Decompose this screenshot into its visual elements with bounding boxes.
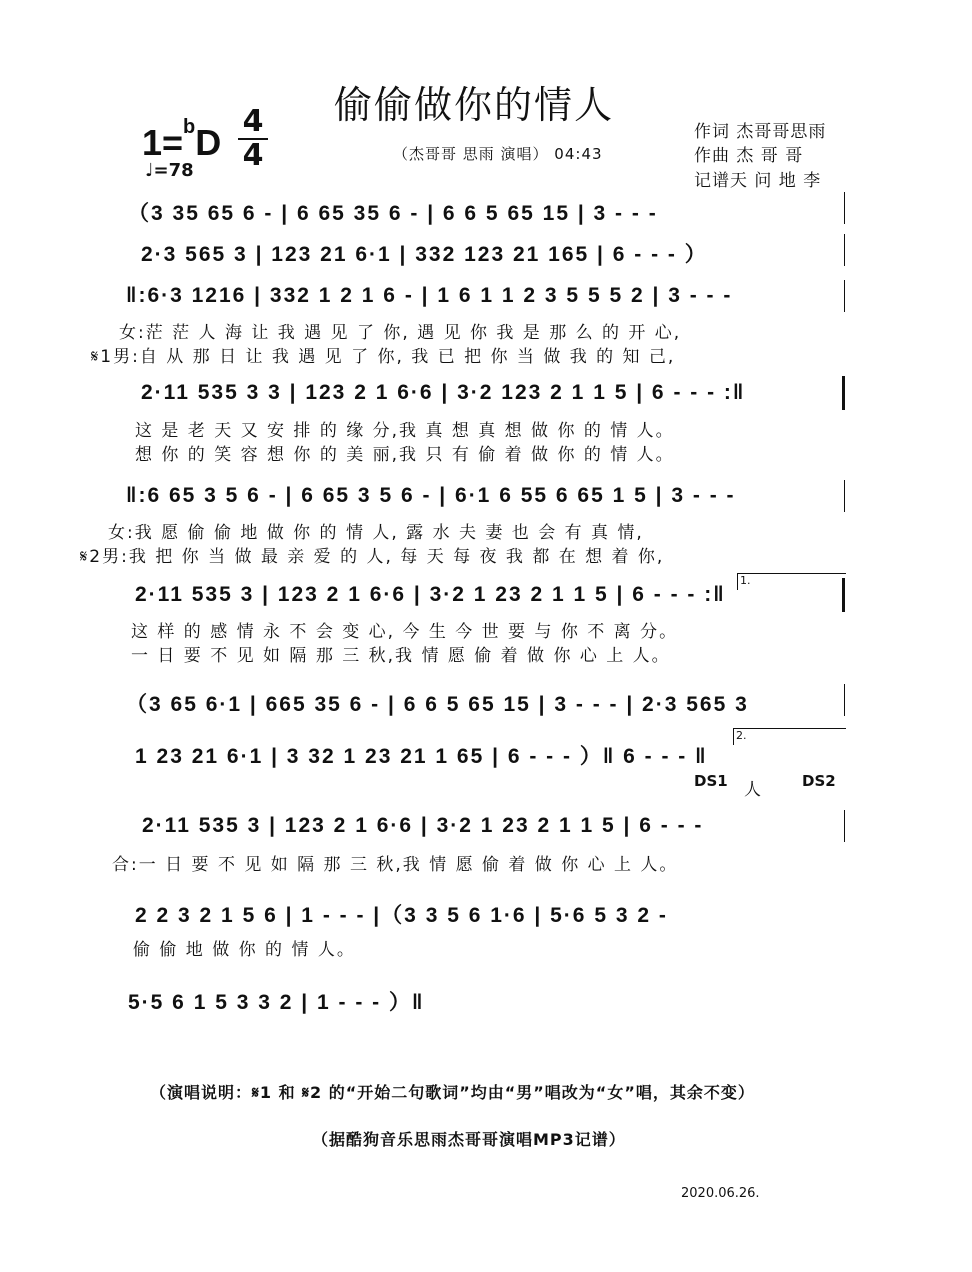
time-signature (238, 106, 268, 172)
performers-line: （杰哥哥 思雨 演唱） 04:43 (393, 145, 603, 163)
lyrics-line-10: 偷 偷 地 做 你 的 情 人。 (133, 940, 356, 960)
volta-1: 1. (737, 573, 846, 590)
key-signature (142, 116, 222, 164)
lyric-ren: 人 (744, 780, 763, 800)
score-line-6: 2·11 535 3 | 123 2 1 6·6 | 3·2 1 23 2 1 1 5 | 6 - - - :‖ (135, 583, 726, 606)
notation-credit: 记谱天 问 地 李 (694, 171, 822, 191)
score-line-2: 2·3 565 3 | 123 21 6·1 | 332 123 21 165 | 6 - - - ） (141, 243, 708, 266)
barline (844, 810, 845, 842)
performance-note: （演唱说明：𝄋1 和 𝄋2 的“开始二句歌词”均由“男”唱改为“女”唱，其余不变） (150, 1083, 755, 1102)
score-line-7: （3 65 6·1 | 665 35 6 - | 6 6 5 65 15 | 3 - - - | 2·3 565 3 (126, 693, 749, 716)
time-bottom: 4 (242, 138, 264, 173)
music-credit: 作曲 杰 哥 哥 (694, 146, 804, 166)
score-line-10: 2 2 3 2 1 5 6 | 1 - - - |（3 3 5 6 1·6 | 5·6 5 3 2 - (135, 904, 668, 927)
lyrics-line-6a: 这 样 的 感 情 永 不 会 变 心, 今 生 今 世 要 与 你 不 离 分。 (131, 622, 679, 642)
score-line-11: 5·5 6 1 5 3 3 2 | 1 - - - ）‖ (128, 991, 425, 1014)
repeat-end-bar (842, 376, 845, 410)
lyrics-line-9: 合:一 日 要 不 见 如 隔 那 三 秋,我 情 愿 偷 着 做 你 心 上 人。 (112, 855, 679, 875)
barline (844, 480, 845, 512)
lyrics-line-5a: 女:我 愿 偷 偷 地 做 你 的 情 人, 露 水 夫 妻 也 会 有 真 情, (108, 523, 644, 543)
lyrics-line-4b: 想 你 的 笑 容 想 你 的 美 丽,我 只 有 偷 着 做 你 的 情 人。 (135, 445, 675, 465)
source-note: （据酷狗音乐思雨杰哥哥演唱MP3记谱） (312, 1130, 626, 1149)
score-line-3: ‖:6·3 1216 | 332 1 2 1 6 - | 1 6 1 1 2 3 5 5 5 2 | 3 - - - (126, 284, 733, 307)
tempo-marking: ♩=78 (145, 160, 194, 181)
time-top: 4 (242, 104, 264, 139)
lyrics-credit: 作词 杰哥哥思雨 (694, 122, 827, 142)
lyrics-line-4a: 这 是 老 天 又 安 排 的 缘 分,我 真 想 真 想 做 你 的 情 人。 (135, 421, 675, 441)
score-line-1: （3 35 65 6 - | 6 65 35 6 - | 6 6 5 65 15 | 3 - - - (128, 202, 658, 225)
volta-2: 2. (733, 728, 846, 745)
song-title: 偷偷做你的情人 (334, 83, 615, 127)
score-line-9: 2·11 535 3 | 123 2 1 6·6 | 3·2 1 23 2 1 1 5 | 6 - - - (142, 814, 704, 837)
barline (844, 234, 845, 266)
lyrics-line-3b: 𝄋1男:自 从 那 日 让 我 遇 见 了 你, 我 已 把 你 当 做 我 的 知 己, (91, 347, 676, 367)
repeat-end-bar (842, 578, 845, 612)
lyrics-line-5b: 𝄋2男:我 把 你 当 做 最 亲 爱 的 人, 每 天 每 夜 我 都 在 想 着 你, (80, 547, 665, 567)
date-stamp: 2020.06.26. (681, 1186, 760, 1201)
barline (844, 684, 845, 716)
lyrics-line-3a: 女:茫 茫 人 海 让 我 遇 见 了 你, 遇 见 你 我 是 那 么 的 开 心, (119, 323, 682, 343)
ds2-mark: DS2 (802, 772, 836, 790)
ds1-mark: DS1 (694, 772, 728, 790)
score-line-8: 1 23 21 6·1 | 3 32 1 23 21 1 65 | 6 - - - ）‖ 6 - - - ‖ (135, 745, 708, 768)
flat-symbol: b (183, 116, 196, 138)
key-prefix: 1= (142, 122, 184, 163)
score-line-5: ‖:6 65 3 5 6 - | 6 65 3 5 6 - | 6·1 6 55 6 65 1 5 | 3 - - - (126, 484, 736, 507)
score-line-4: 2·11 535 3 3 | 123 2 1 6·6 | 3·2 123 2 1 1 5 | 6 - - - :‖ (141, 381, 746, 404)
barline (844, 280, 845, 312)
barline (844, 192, 845, 224)
key-note: D (195, 122, 222, 163)
lyrics-line-6b: 一 日 要 不 见 如 隔 那 三 秋,我 情 愿 偷 着 做 你 心 上 人。 (131, 646, 671, 666)
